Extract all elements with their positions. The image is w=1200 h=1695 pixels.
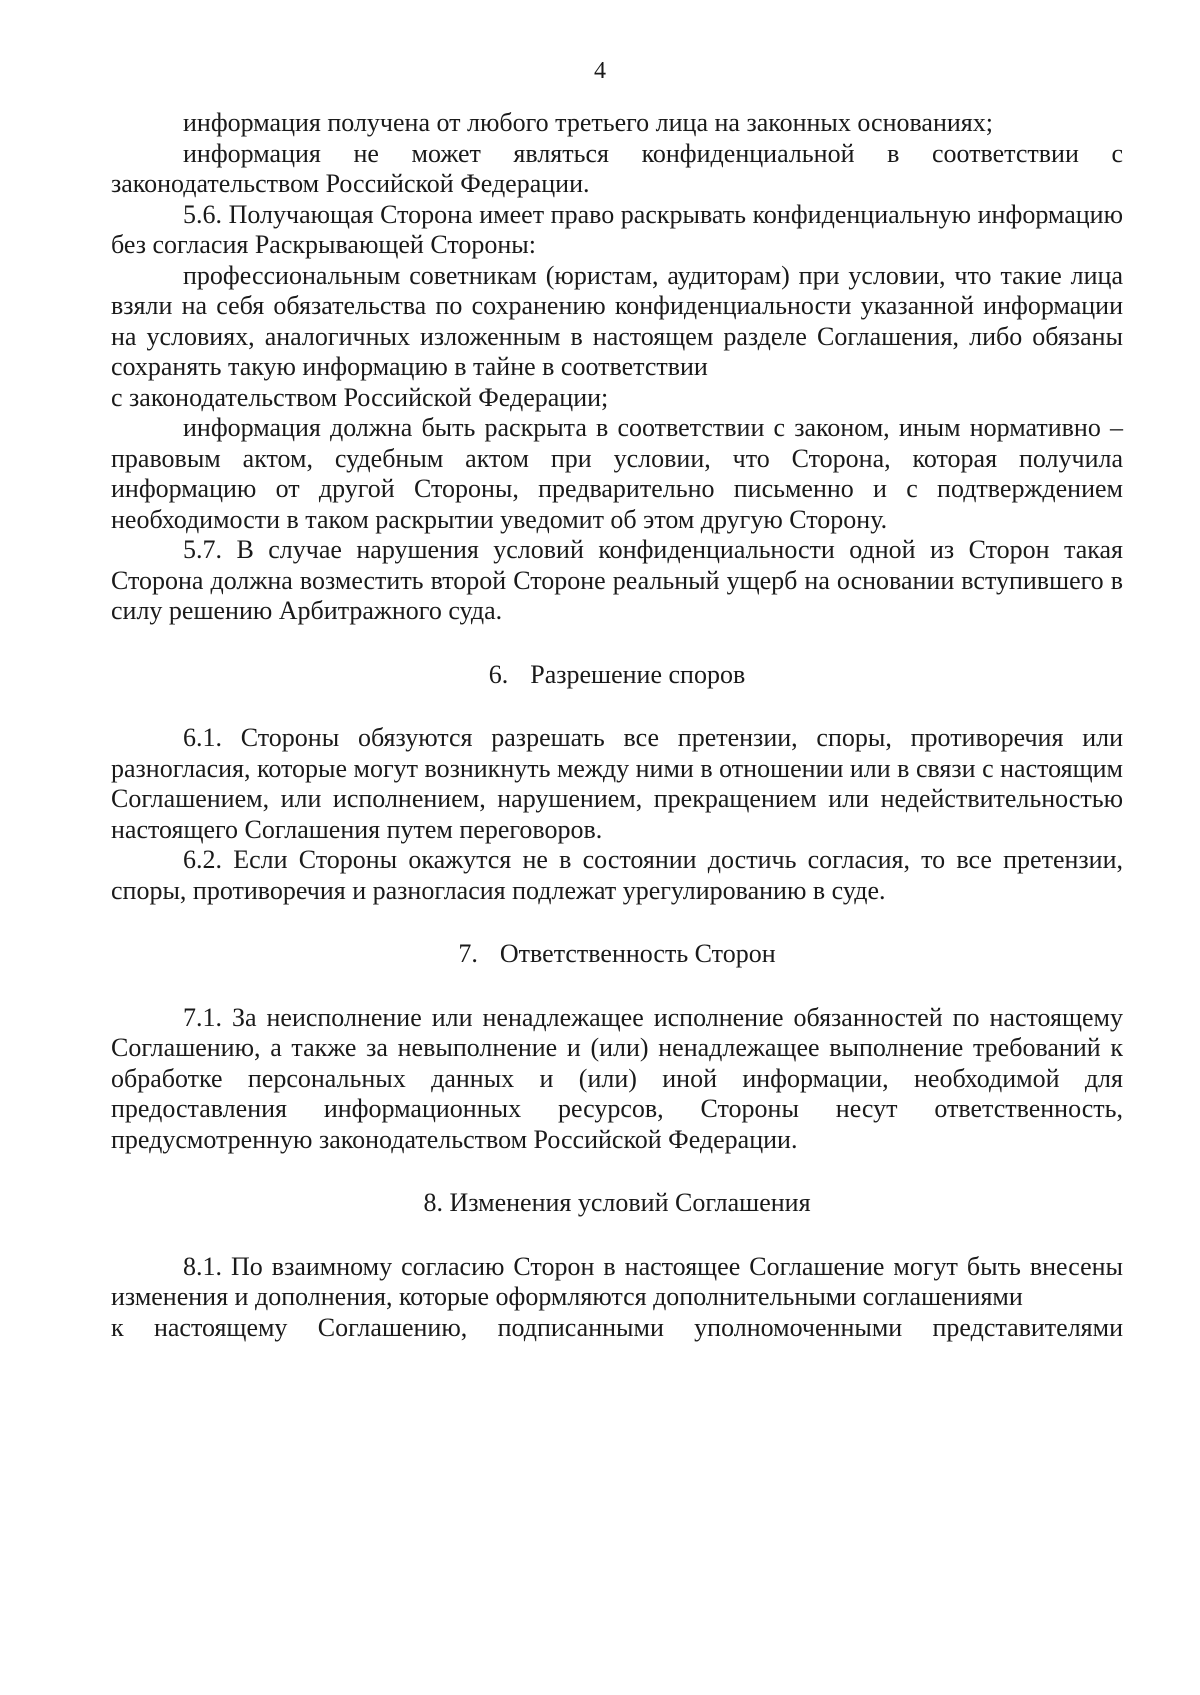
document-body bbox=[111, 108, 1123, 1343]
paragraph-disclosure-by-law: информация должна быть раскрыта в соответствии с законом, иным нормативно – правовым актом, судебным актом при условии, что Сторона, которая получила информацию от другой Стороны, предварительно письменно и с подтверждением необходимости в таком раскрытии уведомит об этом другую Сторону. bbox=[111, 413, 1123, 534]
clause-6-1: 6.1. Стороны обязуются разрешать все претензии, споры, противоречия или разногласия, которые могут возникнуть между ними в отношении или в связи с настоящим Соглашением, или исполнением, нарушением, прекращением или недействительностью настоящего Соглашения путем переговоров. bbox=[111, 723, 1123, 844]
page-number: 4 bbox=[594, 58, 606, 84]
paragraph-continuation: к настоящему Соглашению, подписанными уполномоченными представителями bbox=[111, 1312, 1123, 1342]
section-title-7: Ответственность Сторон bbox=[499, 939, 776, 968]
paragraph-professional-advisors: профессиональным советникам (юристам, аудиторам) при условии, что такие лица взяли на себя обязательства по сохранению конфиденциальности указанной информации на условиях, аналогичных изложенным в настоящем разделе Соглашения, либо обязаны сохранять такую информацию в тайне в соответствии bbox=[111, 260, 1123, 381]
clause-5-7: 5.7. В случае нарушения условий конфиденциальности одной из Сторон такая Сторона должна возместить второй Стороне реальный ущерб на основании вступившего в силу решению Арбитражного суда. bbox=[111, 535, 1123, 625]
paragraph-legislation-reference: с законодательством Российской Федерации; bbox=[111, 382, 609, 412]
clause-5-6: 5.6. Получающая Сторона имеет право раскрывать конфиденциальную информацию без согласия Раскрывающей Стороны: bbox=[111, 199, 1123, 259]
section-number-6: 6. bbox=[488, 659, 509, 689]
paragraph-exception-third-party: информация получена от любого третьего лица на законных основаниях; bbox=[183, 108, 993, 137]
section-title-6: Разрешение споров bbox=[530, 659, 746, 689]
clause-6-2: 6.2. Если Стороны окажутся не в состоянии достичь согласия, то все претензии, споры, противоречия и разногласия подлежат урегулированию в суде. bbox=[111, 845, 1123, 905]
section-heading-6 bbox=[111, 660, 1123, 691]
clause-8-1: 8.1. По взаимному согласию Сторон в настоящее Соглашение могут быть внесены изменения и дополнения, которые оформляются дополнительными соглашениями bbox=[111, 1251, 1123, 1311]
section-heading-7 bbox=[111, 939, 1123, 970]
section-heading-8: 8. Изменения условий Соглашения bbox=[423, 1188, 811, 1217]
paragraph-exception-not-confidential: информация не может являться конфиденциальной в соответствии с законодательством Российской Федерации. bbox=[111, 138, 1123, 198]
section-number-7: 7. bbox=[458, 939, 478, 968]
clause-7-1: 7.1. За неисполнение или ненадлежащее исполнение обязанностей по настоящему Соглашению, а также за невыполнение и (или) ненадлежащее выполнение требований к обработке персональных данных и (или) иной информации, необходимой для предоставления информационных ресурсов, Стороны несут ответственность, предусмотренную законодательством Российской Федерации. bbox=[111, 1002, 1123, 1154]
